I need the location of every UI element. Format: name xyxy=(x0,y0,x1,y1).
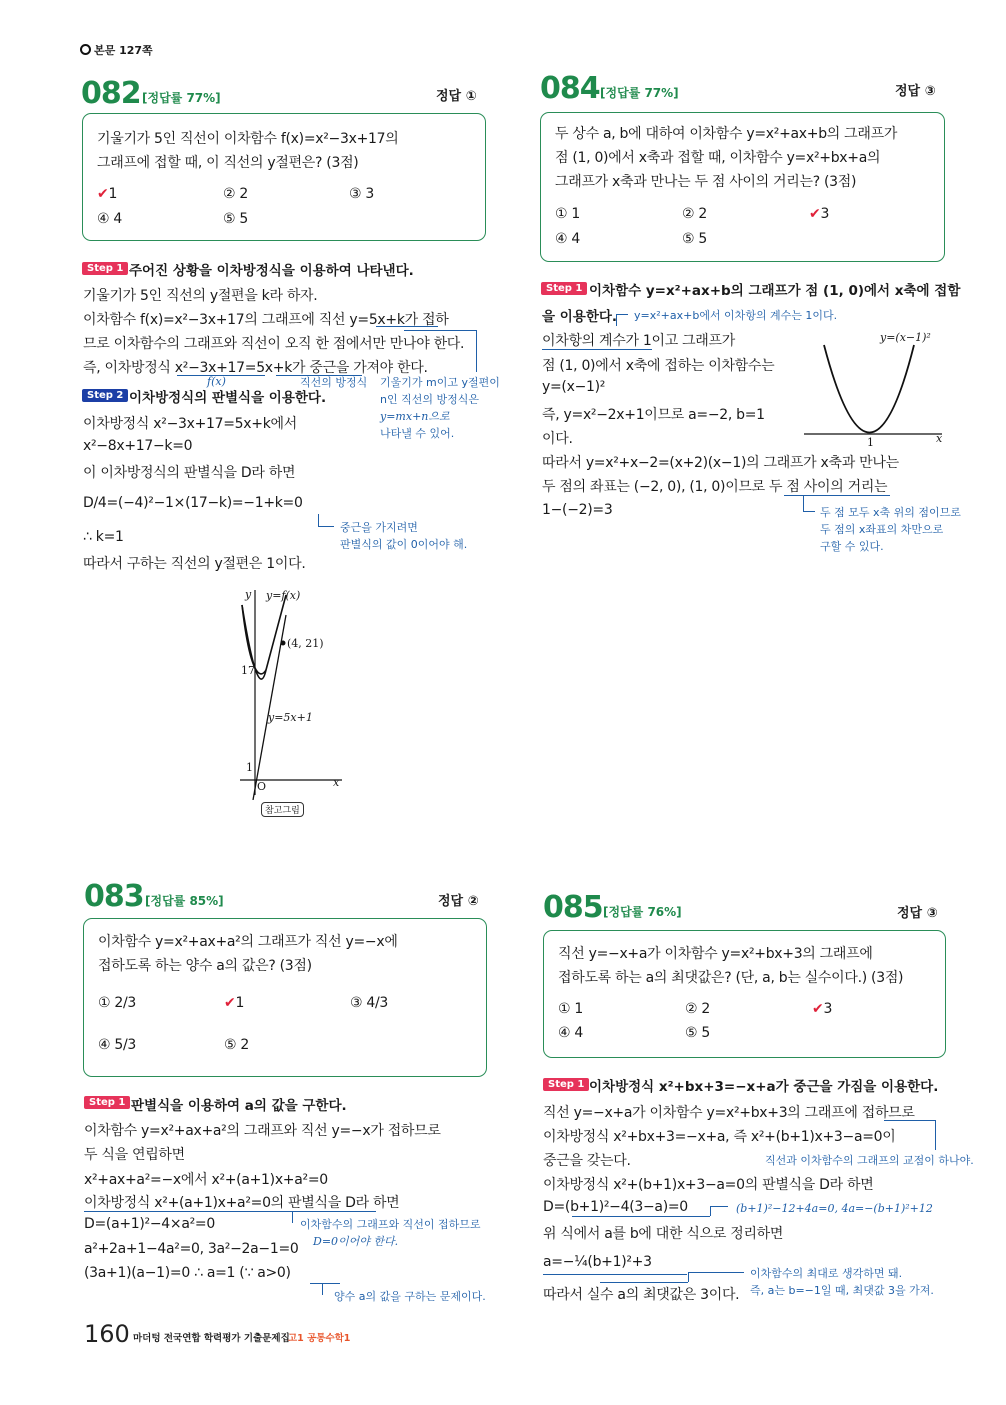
choice-4: ④ 4 xyxy=(97,211,123,227)
choice-4: ④ 4 xyxy=(558,1025,584,1041)
solution-line: 중근을 갖는다. xyxy=(543,1153,631,1169)
underline xyxy=(884,1120,936,1121)
connector xyxy=(318,514,319,526)
annotation: 나타낼 수 있어. xyxy=(380,427,455,440)
annotation: f(x) xyxy=(207,375,226,388)
x-tick-1: 1 xyxy=(867,436,874,449)
correct-rate: [정답률 77%] xyxy=(142,91,221,105)
connector xyxy=(710,1206,728,1207)
connector xyxy=(404,330,476,331)
choice-3: ③ 4/3 xyxy=(350,995,389,1011)
step-title-cont: 을 이용한다. xyxy=(542,309,618,325)
solution-line: 두 식을 연립하면 xyxy=(84,1147,185,1163)
underline xyxy=(542,349,652,350)
annotation: 두 점 모두 x축 위의 점이므로 xyxy=(820,506,961,519)
question-line: 두 상수 a, b에 대하여 이차함수 y=x²+ax+b의 그래프가 xyxy=(555,126,898,142)
underline xyxy=(572,1216,710,1217)
tangent-point xyxy=(281,641,286,646)
solution-line: 따라서 y=x²+x−2=(x+2)(x−1)의 그래프가 x축과 만나는 xyxy=(542,455,899,471)
choice-1: ① 1 xyxy=(558,1001,584,1017)
answer-label: 정답 ② xyxy=(438,894,479,909)
annotation: n인 직선의 방정식은 xyxy=(380,393,479,406)
page-reference-label: 본문 127쪽 xyxy=(94,44,153,57)
x-axis-label: x xyxy=(936,432,943,445)
y-tick-17: 17 xyxy=(241,664,255,677)
book-title: 마더텅 전국연합 학력평가 기출문제집 xyxy=(133,1333,290,1344)
subject-label: 고1 공통수학1 xyxy=(288,1333,351,1344)
annotation: 판별식의 값이 0이어야 해. xyxy=(340,538,468,551)
step-title: 주어진 상황을 이차방정식을 이용하여 나타낸다. xyxy=(129,263,414,279)
connector xyxy=(616,314,617,326)
choice-text: 1 xyxy=(235,995,245,1011)
question-line: 점 (1, 0)에서 x축과 접할 때, 이차함수 y=x²+bx+a의 xyxy=(555,150,881,166)
annotation: 직선과 이차함수의 그래프의 교점이 하나야. xyxy=(765,1154,974,1167)
underline xyxy=(784,495,890,496)
problem-number: 085 xyxy=(543,890,603,925)
choice-text: 3 xyxy=(820,206,830,222)
checkmark-icon: ✔ xyxy=(812,1001,824,1017)
correct-rate: [정답률 77%] xyxy=(600,86,679,100)
solution-line: 이차함수 f(x)=x²−3x+17의 그래프에 직선 y=5x+k가 접하 xyxy=(83,312,449,328)
solution-line: D=(b+1)²−4(3−a)=0 xyxy=(543,1199,688,1215)
point-label: (4, 21) xyxy=(287,637,324,650)
connector xyxy=(600,1282,688,1283)
question-line: 접하도록 하는 a의 최댓값은? (단, a, b는 실수이다.) (3점) xyxy=(558,970,904,986)
problem-number: 082 xyxy=(81,76,141,111)
question-box xyxy=(82,113,486,241)
choice-3: ③ 3 xyxy=(349,186,375,202)
underline xyxy=(84,1211,376,1212)
choice-4: ④ 4 xyxy=(555,231,581,247)
annotation: 기울기가 m이고 y절편이 xyxy=(380,376,500,389)
annotation: y=x²+ax+b에서 이차항의 계수는 1이다. xyxy=(634,309,838,322)
solution-line: x²−8x+17−k=0 xyxy=(83,438,193,454)
connector xyxy=(318,526,334,527)
solution-line: ∴ k=1 xyxy=(83,529,124,545)
circle-bullet-icon xyxy=(80,44,91,55)
choice-text: 3 xyxy=(823,1001,833,1017)
correct-rate: [정답률 85%] xyxy=(145,894,224,908)
connector xyxy=(292,1211,293,1223)
answer-label: 정답 ③ xyxy=(895,84,936,99)
connector xyxy=(935,1120,936,1150)
annotation: 이차함수의 그래프와 직선이 접하므로 xyxy=(300,1218,481,1231)
choice-3 xyxy=(809,206,829,222)
annotation: y=mx+n으로 xyxy=(380,410,450,423)
solution-line: 이차방정식 x²−3x+17=5x+k에서 xyxy=(83,416,297,432)
question-box xyxy=(543,930,946,1058)
question-line: 이차함수 y=x²+ax+a²의 그래프가 직선 y=−x에 xyxy=(98,934,398,950)
choice-1: ① 2/3 xyxy=(98,995,137,1011)
parabola-curve xyxy=(824,345,914,433)
choice-1: ① 1 xyxy=(555,206,581,222)
reference-figure-caption: 참고그림 xyxy=(261,802,304,817)
solution-line: 따라서 실수 a의 최댓값은 3이다. xyxy=(543,1287,740,1303)
solution-line: 1−(−2)=3 xyxy=(542,502,613,518)
answer-label: 정답 ③ xyxy=(897,906,938,921)
checkmark-icon: ✔ xyxy=(224,995,236,1011)
underline xyxy=(376,326,438,327)
answer-label: 정답 ① xyxy=(436,89,477,104)
solution-line: 두 점의 좌표는 (−2, 0), (1, 0)이므로 두 점 사이의 거리는 xyxy=(542,479,888,495)
choice-4: ④ 5/3 xyxy=(98,1037,137,1053)
origin-label: O xyxy=(257,780,267,793)
solution-line: a²+2a+1−4a²=0, 3a²−2a−1=0 xyxy=(84,1241,299,1257)
connector xyxy=(688,1272,744,1273)
y-axis-label: y xyxy=(245,588,252,601)
solution-line: 이차방정식 x²+(b+1)x+3−a=0의 판별식을 D라 하면 xyxy=(543,1177,874,1193)
checkmark-icon: ✔ xyxy=(97,186,109,202)
step-badge: Step 2 xyxy=(82,389,128,402)
annotation: 양수 a의 값을 구하는 문제이다. xyxy=(334,1290,486,1303)
annotation: 두 점의 x좌표의 차만으로 xyxy=(820,523,944,536)
solution-line: 위 식에서 a를 b에 대한 식으로 정리하면 xyxy=(543,1226,784,1242)
solution-line: (3a+1)(a−1)=0 ∴ a=1 (∵ a>0) xyxy=(84,1265,291,1281)
y-tick-1: 1 xyxy=(246,761,253,774)
question-box xyxy=(83,918,487,1077)
question-line: 접하도록 하는 양수 a의 값은? (3점) xyxy=(98,958,312,974)
connector xyxy=(322,1283,323,1295)
choice-2 xyxy=(224,995,244,1011)
correct-rate: [정답률 76%] xyxy=(603,905,682,919)
question-box xyxy=(540,112,945,262)
choice-5: ⑤ 5 xyxy=(685,1025,711,1041)
solution-line: 이차항의 계수가 1이고 그래프가 xyxy=(542,333,735,349)
solution-line: 이다. xyxy=(542,431,573,447)
choice-5: ⑤ 2 xyxy=(224,1037,250,1053)
solution-line: x²+ax+a²=−x에서 x²+(a+1)x+a²=0 xyxy=(84,1172,328,1188)
choice-text: 1 xyxy=(108,186,118,202)
line-label: y=5x+1 xyxy=(268,711,313,724)
choice-1 xyxy=(97,186,117,202)
step-badge: Step 1 xyxy=(82,262,128,275)
underline xyxy=(310,1283,340,1284)
annotation: (b+1)²−12+4a=0, 4a=−(b+1)²+12 xyxy=(736,1202,933,1215)
connector xyxy=(616,314,628,315)
solution-line: 직선 y=−x+a가 이차함수 y=x²+bx+3의 그래프에 접하므로 xyxy=(543,1105,915,1121)
page-number: 160 xyxy=(84,1320,130,1348)
annotation: 구할 수 있다. xyxy=(820,540,884,553)
page-reference xyxy=(80,42,153,58)
x-axis-label: x xyxy=(333,776,340,789)
step-title: 이차함수 y=x²+ax+b의 그래프가 점 (1, 0)에서 x축에 접함 xyxy=(589,283,961,299)
solution-line: 이차함수 y=x²+ax+a²의 그래프와 직선 y=−x가 접하므로 xyxy=(84,1123,441,1139)
choice-2: ② 2 xyxy=(223,186,249,202)
parabola-graph xyxy=(800,340,948,450)
step-badge: Step 1 xyxy=(541,282,587,295)
solution-line: a=−¼(b+1)²+3 xyxy=(543,1254,652,1270)
curve-label: y=(x−1)² xyxy=(880,331,931,344)
question-line: 그래프가 x축과 만나는 두 점 사이의 거리는? (3점) xyxy=(555,174,857,190)
question-line: 그래프에 접할 때, 이 직선의 y절편은? (3점) xyxy=(97,155,359,171)
solution-line: 따라서 구하는 직선의 y절편은 1이다. xyxy=(83,556,306,572)
connector xyxy=(803,495,804,511)
annotation: 이차함수의 최대로 생각하면 돼. xyxy=(750,1267,903,1280)
step-badge: Step 1 xyxy=(84,1096,130,1109)
choice-5: ⑤ 5 xyxy=(223,211,249,227)
choice-2: ② 2 xyxy=(685,1001,711,1017)
underline xyxy=(543,1274,687,1275)
choice-5: ⑤ 5 xyxy=(682,231,708,247)
solution-line: 즉, 이차방정식 x²−3x+17=5x+k가 중근을 가져야 한다. xyxy=(83,360,428,376)
problem-number: 084 xyxy=(540,71,600,106)
connector xyxy=(688,1272,689,1282)
choice-3 xyxy=(812,1001,832,1017)
annotation: 즉, a는 b=−1일 때, 최댓값 3을 가져. xyxy=(750,1284,934,1297)
choice-2: ② 2 xyxy=(682,206,708,222)
solution-line: D/4=(−4)²−1×(17−k)=−1+k=0 xyxy=(83,495,303,511)
connector xyxy=(710,1206,711,1216)
solution-line: 이 이차방정식의 판별식을 D라 하면 xyxy=(83,465,296,481)
step-badge: Step 1 xyxy=(543,1078,589,1091)
curve-label: y=f(x) xyxy=(266,589,301,602)
connector xyxy=(476,330,477,372)
question-line: 직선 y=−x+a가 이차함수 y=x²+bx+3의 그래프에 xyxy=(558,946,873,962)
checkmark-icon: ✔ xyxy=(809,206,821,222)
solution-line: 이차방정식 x²+bx+3=−x+a, 즉 x²+(b+1)x+3−a=0이 xyxy=(543,1129,896,1145)
step-title: 이차방정식의 판별식을 이용한다. xyxy=(129,390,327,406)
annotation: 직선의 방정식 xyxy=(300,376,368,389)
problem-number: 083 xyxy=(84,879,144,914)
step-title: 판별식을 이용하여 a의 값을 구한다. xyxy=(131,1098,347,1114)
solution-line: 기울기가 5인 직선의 y절편을 k라 하자. xyxy=(83,288,318,304)
solution-line: y=(x−1)² xyxy=(542,379,606,395)
step-title: 이차방정식 x²+bx+3=−x+a가 중근을 가짐을 이용한다. xyxy=(589,1079,939,1095)
solution-line: 므로 이차함수의 그래프와 직선이 오직 한 점에서만 만나야 한다. xyxy=(83,336,465,352)
question-line: 기울기가 5인 직선이 이차함수 f(x)=x²−3x+17의 xyxy=(97,131,399,147)
solution-line: 즉, y=x²−2x+1이므로 a=−2, b=1 xyxy=(542,407,765,423)
annotation: 중근을 가지려면 xyxy=(340,521,418,534)
solution-line: 점 (1, 0)에서 x축에 접하는 이차함수는 xyxy=(542,358,775,374)
annotation: D=0이어야 한다. xyxy=(313,1235,399,1248)
solution-line: 이차방정식 x²+(a+1)x+a²=0의 판별식을 D라 하면 xyxy=(84,1195,400,1211)
solution-line: D=(a+1)²−4×a²=0 xyxy=(84,1216,215,1232)
connector xyxy=(803,511,815,512)
